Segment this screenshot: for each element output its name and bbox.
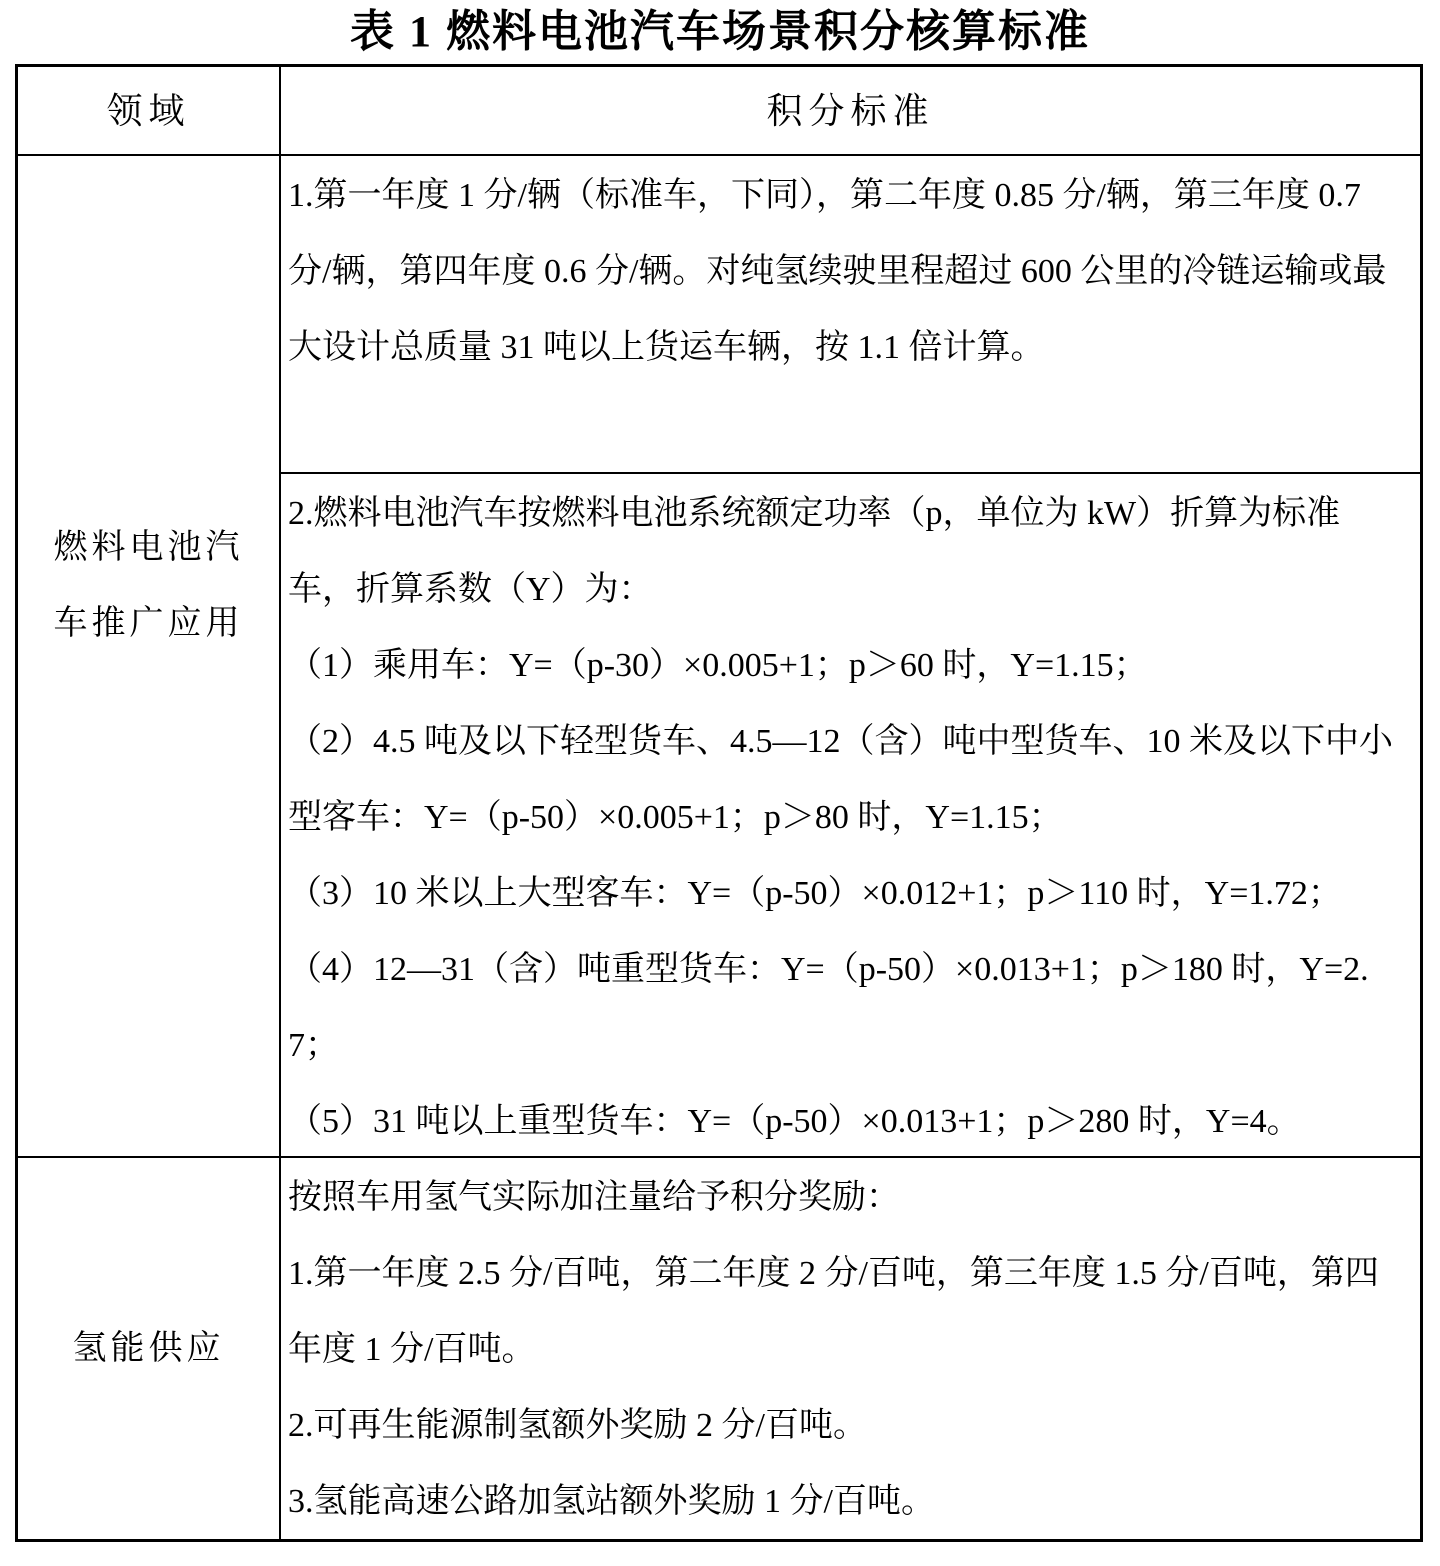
paragraph: （5）31 吨以上重型货车：Y=（p-50）×0.013+1；p＞280 时，Y=4。 [288, 1103, 1301, 1140]
paragraph: 1.第一年度 2.5 分/百吨，第二年度 2 分/百吨，第三年度 1.5 分/百吨，第四年度 1 分/百吨。 [288, 1255, 1379, 1368]
criteria-subcell-conversion-factors [281, 472, 1420, 1156]
paragraph: （3）10 米以上大型客车：Y=（p-50）×0.012+1；p＞110 时，Y=1.72； [288, 875, 1342, 912]
paragraph: 3.氢能高速公路加氢站额外奖励 1 分/百吨。 [288, 1483, 935, 1520]
paragraph: （2）4.5 吨及以下轻型货车、4.5—12（含）吨中型货车、10 米及以下中小型客车：Y=（p-50）×0.005+1；p＞80 时，Y=1.15； [288, 723, 1393, 836]
table-row-hydrogen-supply [18, 1156, 1420, 1539]
paragraph: 2.燃料电池汽车按燃料电池系统额定功率（p，单位为 kW）折算为标准车，折算系数（Y）为： [288, 495, 1341, 608]
criteria-subcell-annual-points [281, 156, 1420, 472]
paragraph: （4）12—31（含）吨重型货车：Y=（p-50）×0.013+1；p＞180 时，Y=2.7； [288, 951, 1369, 1064]
paragraph: 2.可再生能源制氢额外奖励 2 分/百吨。 [288, 1407, 867, 1444]
header-cell-criteria: 积分标准 [766, 90, 935, 131]
area-cell-fcv-promotion: 燃料电池汽车推广应用 [18, 156, 281, 1156]
table-header-row [18, 67, 1420, 154]
table-row-fcv-promotion [18, 154, 1420, 1156]
scoring-table [15, 64, 1423, 1542]
paragraph: 按照车用氢气实际加注量给予积分奖励： [288, 1179, 900, 1216]
page-title: 表 1 燃料电池汽车场景积分核算标准 [350, 7, 1090, 56]
criteria-cell-hydrogen-supply [281, 1158, 1420, 1539]
paragraph: 1.第一年度 1 分/辆（标准车，下同），第二年度 0.85 分/辆，第三年度 0.7 分/辆，第四年度 0.6 分/辆。对纯氢续驶里程超过 600 公里的冷链运输或最大设计总质量 31 吨以上货运车辆，按 1.1 倍计算。 [288, 177, 1387, 366]
header-cell-area: 领域 [18, 67, 281, 154]
criteria-subcell-hydrogen-rewards [281, 1158, 1420, 1539]
paragraph: （1）乘用车：Y=（p-30）×0.005+1；p＞60 时，Y=1.15； [288, 647, 1148, 684]
area-cell-hydrogen-supply: 氢能供应 [18, 1158, 281, 1539]
criteria-cell-fcv-promotion [281, 156, 1420, 1156]
